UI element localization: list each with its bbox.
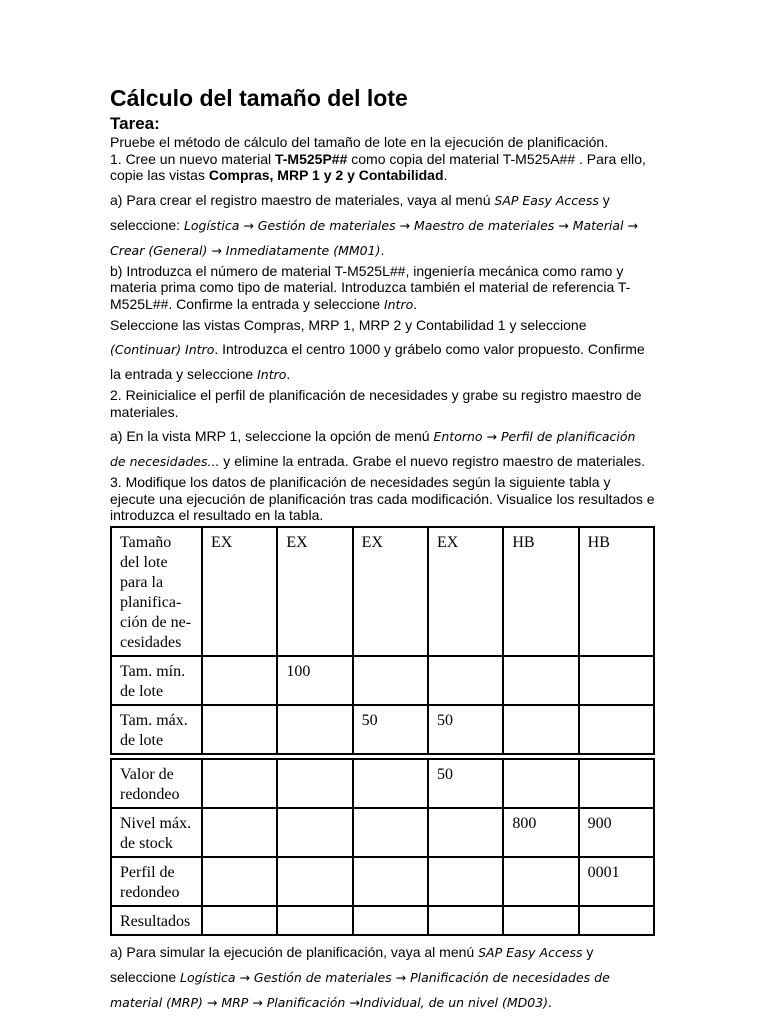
table-cell	[503, 857, 578, 906]
table-cell	[353, 906, 428, 935]
table-cell	[503, 906, 578, 935]
table-cell	[503, 656, 578, 705]
table-row	[111, 857, 654, 906]
table-row	[111, 656, 654, 705]
table-cell	[503, 759, 578, 808]
menu-path-md03: Logística → Gestión de materiales → Planificación de necesidades de material (MRP) → MRP → Planificación →Individual, de un nivel (MD03)	[110, 969, 610, 1010]
table-row	[111, 808, 654, 857]
table-cell	[428, 808, 503, 857]
table-cell	[277, 808, 352, 857]
lot-size-table-bottom	[110, 758, 655, 936]
table-cell: Nivel máx. de stock	[111, 808, 202, 857]
table-cell: HB	[503, 527, 578, 656]
intro-text: Pruebe el método de cálculo del tamaño de lote en la ejecución de planificación.	[110, 134, 609, 150]
table-cell	[353, 759, 428, 808]
table-cell	[277, 857, 352, 906]
table-cell: HB	[579, 527, 654, 656]
step-1: 1. Cree un nuevo material T-M525P## como copia del material T-M525A## . Para ello, copie las vistas Compras, MRP 1 y 2 y Contabilidad.	[110, 150, 646, 183]
table-cell	[202, 906, 277, 935]
table-cell	[202, 759, 277, 808]
page-title: Cálculo del tamaño del lote	[110, 85, 408, 111]
table-cell	[579, 759, 654, 808]
table-cell	[353, 656, 428, 705]
step-1a: a) Para crear el registro maestro de materiales, vaya al menú SAP Easy Access y seleccione: Logística → Gestión de materiales → Maestro de materiales → Material → Crear (General) → Inmediatamente (MM01).	[110, 191, 638, 258]
step-1b: b) Introduzca el número de material T-M525L##, ingeniería mecánica como ramo y materia prima como tipo de material. Introduzca también el material de referencia T-M525L##. Confirme la entrada y seleccione Intro.	[110, 262, 631, 312]
menu-sap-easy-access-2: SAP Easy Access	[478, 944, 583, 960]
menu-sap-easy-access: SAP Easy Access	[494, 192, 599, 208]
step-simulation: a) Para simular la ejecución de planificación, vaya al menú SAP Easy Access y seleccione Logística → Gestión de materiales → Planificación de necesidades de material (MRP) → MRP → Planificación →Individual, de un nivel (MD03).	[110, 943, 610, 1010]
table-cell: 50	[428, 705, 503, 754]
table-cell: Tamaño del lote para la planifica-ción de ne-cesidades	[111, 527, 202, 656]
table-cell: EX	[353, 527, 428, 656]
table-cell	[428, 656, 503, 705]
table-cell: 900	[579, 808, 654, 857]
step-2: 2. Reinicialice el perfil de planificación de necesidades y grabe su registro maestro de materiales.	[110, 387, 642, 420]
table-cell	[202, 857, 277, 906]
table-cell: Perfil de redondeo	[111, 857, 202, 906]
document-page	[110, 84, 655, 1015]
table-cell: Tam. mín. de lote	[111, 656, 202, 705]
table-cell	[202, 808, 277, 857]
step-2a: a) En la vista MRP 1, seleccione la opción de menú Entorno → Perfil de planificación de necesidades... y elimine la entrada. Grabe el nuevo registro maestro de materiales.	[110, 428, 646, 469]
table-cell: 50	[353, 705, 428, 754]
table-cell	[579, 656, 654, 705]
table-cell	[202, 656, 277, 705]
table-cell	[353, 808, 428, 857]
table-cell: EX	[277, 527, 352, 656]
step-1b-cont: Seleccione las vistas Compras, MRP 1, MRP 2 y Contabilidad 1 y seleccione (Continuar) Intro. Introduzca el centro 1000 y grábelo como valor propuesto. Confirme la entrada y seleccione Intro.	[110, 317, 645, 382]
table-cell	[579, 906, 654, 935]
table-cell: 100	[277, 656, 352, 705]
task-heading: Tarea:	[110, 114, 160, 133]
table-cell: EX	[202, 527, 277, 656]
table-cell	[579, 705, 654, 754]
table-cell: 50	[428, 759, 503, 808]
table-cell: 0001	[579, 857, 654, 906]
table-cell	[428, 906, 503, 935]
table-cell	[428, 857, 503, 906]
menu-path-mm01: Logística → Gestión de materiales → Maestro de materiales → Material → Crear (General) → Inmediatamente (MM01)	[110, 217, 638, 258]
table-cell	[277, 906, 352, 935]
table-cell: Valor de redondeo	[111, 759, 202, 808]
table-row	[111, 759, 654, 808]
table-cell	[503, 705, 578, 754]
table-cell	[353, 857, 428, 906]
table-cell	[277, 705, 352, 754]
table-row	[111, 906, 654, 935]
lot-size-table-top	[110, 526, 655, 755]
table-cell: Tam. máx. de lote	[111, 705, 202, 754]
table-cell	[277, 759, 352, 808]
menu-path-profile: Entorno → Perfil de planificación de necesidades...	[110, 429, 636, 469]
step-3: 3. Modifique los datos de planificación de necesidades según la siguiente tabla y ejecute una ejecución de planificación tras cada modificación. Visualice los resultados e introduzca el resultado en la tabla.	[110, 474, 655, 523]
table-cell: EX	[428, 527, 503, 656]
table-cell	[202, 705, 277, 754]
table-row	[111, 527, 654, 656]
table-cell: 800	[503, 808, 578, 857]
table-row	[111, 705, 654, 754]
table-cell: Resultados	[111, 906, 202, 935]
